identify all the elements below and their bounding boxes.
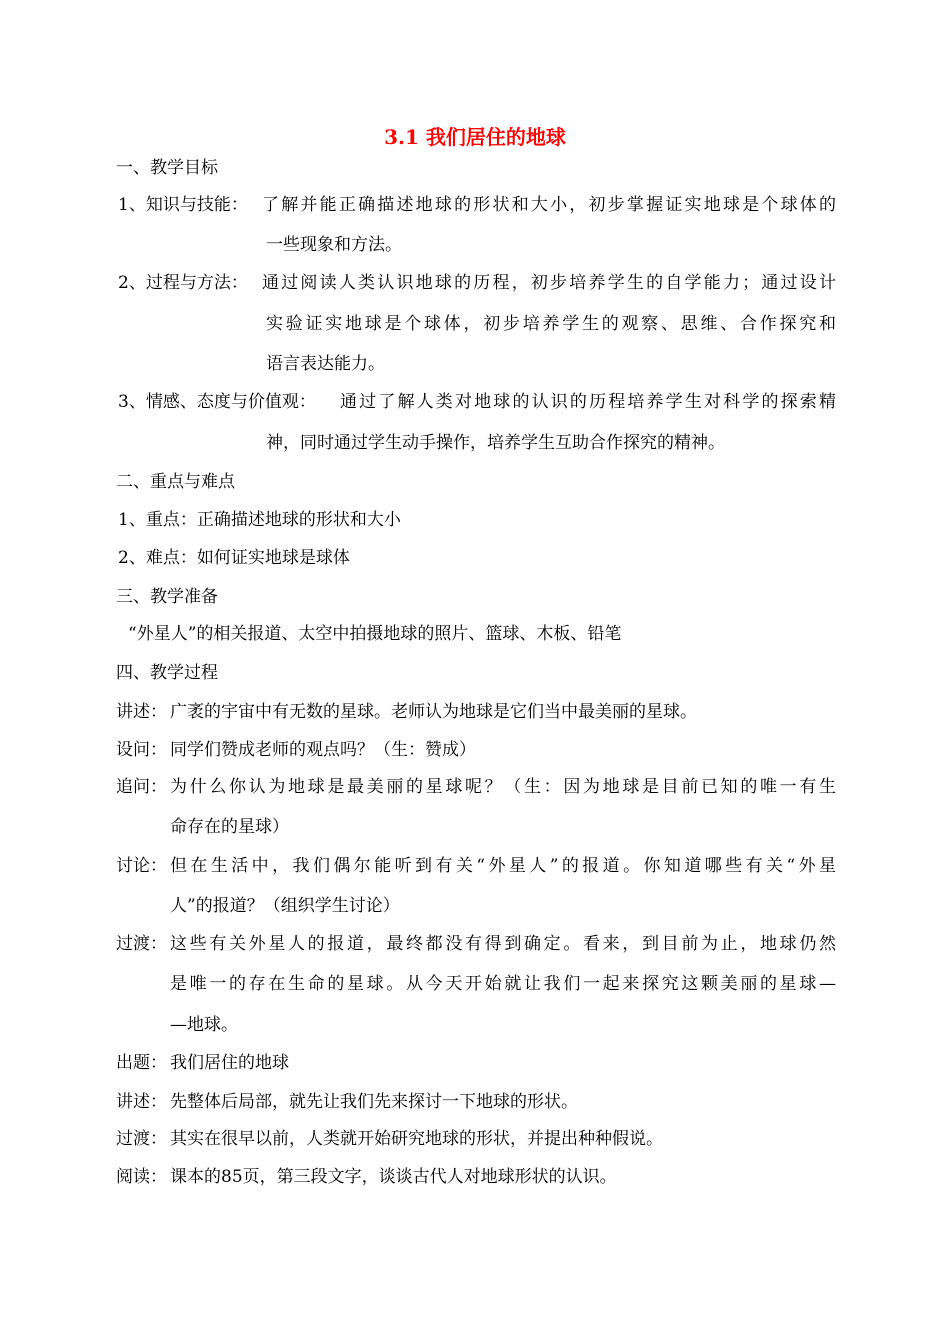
key-point-2: 2、难点：如何证实地球是球体: [118, 548, 350, 568]
process-3-text-line1: 为什么你认为地球是最美丽的星球呢？（生：因为地球是目前已知的唯一有生: [170, 777, 836, 797]
process-4-text-line1: 但在生活中，我们偶尔能听到有关“外星人”的报道。你知道哪些有关“外星: [170, 856, 836, 876]
process-9-label: 阅读：: [116, 1167, 167, 1187]
process-8-text: 其实在很早以前，人类就开始研究地球的形状，并提出种种假说。: [170, 1129, 663, 1149]
process-3-text-line2: 命存在的星球）: [170, 817, 289, 837]
process-4-text-line2: 人”的报道？（组织学生讨论）: [170, 896, 400, 916]
process-6-label: 出题：: [116, 1053, 167, 1073]
process-8-label: 过渡：: [116, 1129, 167, 1149]
section-heading-preparation: 三、教学准备: [116, 587, 218, 607]
objective-3-text-line1: 通过了解人类对地球的认识的历程培养学生对科学的探索精: [340, 392, 836, 412]
key-point-1: 1、重点：正确描述地球的形状和大小: [118, 510, 401, 530]
objective-2-label: 2、过程与方法：: [118, 273, 248, 293]
process-3-label: 追问：: [116, 777, 167, 797]
section-heading-objectives: 一、教学目标: [116, 158, 218, 178]
objective-1-label: 1、知识与技能：: [118, 195, 248, 215]
process-5-text-line1: 这些有关外星人的报道，最终都没有得到确定。看来，到目前为止，地球仍然: [170, 934, 836, 954]
page-title: 3.1 我们居住的地球: [384, 125, 566, 149]
objective-1-text-line1: 了解并能正确描述地球的形状和大小，初步掌握证实地球是个球体的: [262, 195, 836, 215]
process-2-label: 设问：: [116, 740, 167, 760]
process-1-text: 广袤的宇宙中有无数的星球。老师认为地球是它们当中最美丽的星球。: [170, 702, 697, 722]
process-5-label: 过渡：: [116, 934, 167, 954]
objective-2-text-line3: 语言表达能力。: [266, 354, 385, 374]
process-7-label: 讲述：: [116, 1092, 167, 1112]
objective-3-text-line2: 神，同时通过学生动手操作，培养学生互助合作探究的精神。: [266, 433, 725, 453]
process-1-label: 讲述：: [116, 702, 167, 722]
process-9-text: 课本的85页，第三段文字，谈谈古代人对地球形状的认识。: [170, 1167, 617, 1187]
process-5-text-line2: 是唯一的存在生命的星球。从今天开始就让我们一起来探究这颗美丽的星球—: [170, 974, 836, 994]
process-7-text: 先整体后局部，就先让我们先来探讨一下地球的形状。: [170, 1092, 578, 1112]
objective-2-text-line1: 通过阅读人类认识地球的历程，初步培养学生的自学能力；通过设计: [262, 273, 836, 293]
section-heading-key-points: 二、重点与难点: [116, 472, 235, 492]
objective-1-text-line2: 一些现象和方法。: [266, 235, 402, 255]
process-2-text: 同学们赞成老师的观点吗？（生：赞成）: [170, 740, 476, 760]
preparation-content: “外星人”的相关报道、太空中拍摄地球的照片、篮球、木板、铅笔: [128, 624, 622, 644]
objective-2-text-line2: 实验证实地球是个球体，初步培养学生的观察、思维、合作探究和: [266, 314, 836, 334]
process-5-text-line3: —地球。: [170, 1015, 238, 1035]
process-4-label: 讨论：: [116, 856, 167, 876]
section-heading-process: 四、教学过程: [116, 663, 218, 683]
process-6-text: 我们居住的地球: [170, 1053, 289, 1073]
objective-3-label: 3、情感、态度与价值观：: [118, 392, 316, 412]
